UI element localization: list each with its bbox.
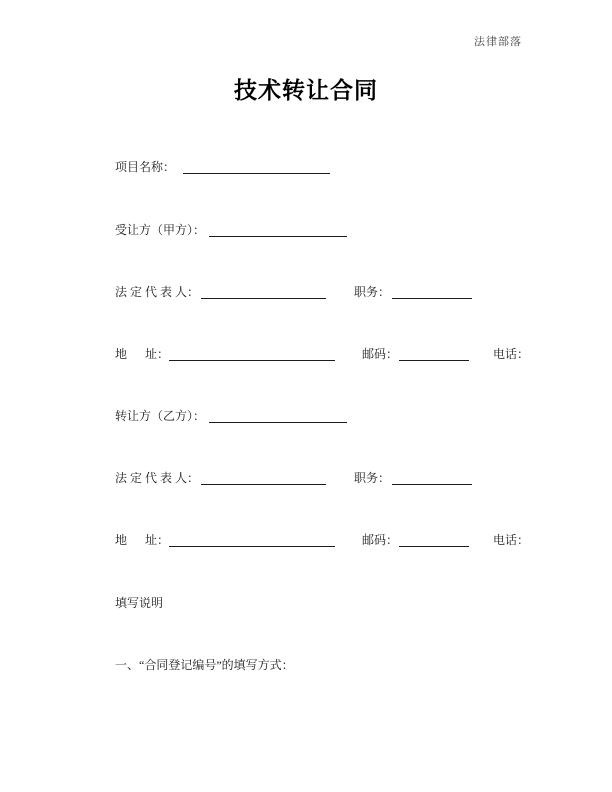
position-a-label: 职务：	[354, 285, 391, 299]
position-a-field[interactable]	[392, 285, 472, 299]
address-b-row	[115, 533, 529, 547]
party-b-field[interactable]	[209, 409, 347, 423]
legal-rep-b-field[interactable]	[201, 471, 326, 485]
party-a-field[interactable]	[209, 223, 347, 237]
position-b-label: 职务：	[354, 471, 391, 485]
party-a-label: 受让方（甲方）：	[115, 223, 206, 237]
legal-rep-b-row	[115, 471, 472, 485]
notes-item-row	[115, 658, 294, 672]
notes-heading: 填写说明	[115, 596, 164, 610]
address-a-label: 地 址：	[115, 347, 170, 361]
address-b-label: 地 址：	[115, 533, 170, 547]
party-b-row	[115, 409, 347, 423]
notes-item-1: 一、“合同登记编号”的填写方式：	[115, 658, 294, 672]
project-name-field[interactable]	[183, 160, 330, 174]
legal-rep-b-label: 法 定 代 表 人：	[115, 471, 200, 485]
address-a-field[interactable]	[169, 347, 335, 361]
postcode-a-label: 邮码：	[362, 347, 399, 361]
project-name-row	[115, 160, 330, 174]
legal-rep-a-field[interactable]	[201, 285, 326, 299]
position-b-field[interactable]	[392, 471, 472, 485]
phone-b-label: 电话：	[493, 533, 530, 547]
site-watermark: 法律部落	[474, 36, 522, 48]
project-name-label: 项目名称：	[115, 160, 176, 174]
postcode-b-field[interactable]	[399, 533, 469, 547]
postcode-b-label: 邮码：	[362, 533, 399, 547]
party-b-label: 转让方（乙方）：	[115, 409, 206, 423]
postcode-a-field[interactable]	[399, 347, 469, 361]
address-b-field[interactable]	[169, 533, 335, 547]
phone-a-label: 电话：	[493, 347, 530, 361]
document-title: 技术转让合同	[234, 77, 378, 103]
legal-rep-a-label: 法 定 代 表 人：	[115, 285, 200, 299]
legal-rep-a-row	[115, 285, 472, 299]
party-a-row	[115, 223, 347, 237]
address-a-row	[115, 347, 529, 361]
notes-heading-row	[115, 596, 163, 610]
